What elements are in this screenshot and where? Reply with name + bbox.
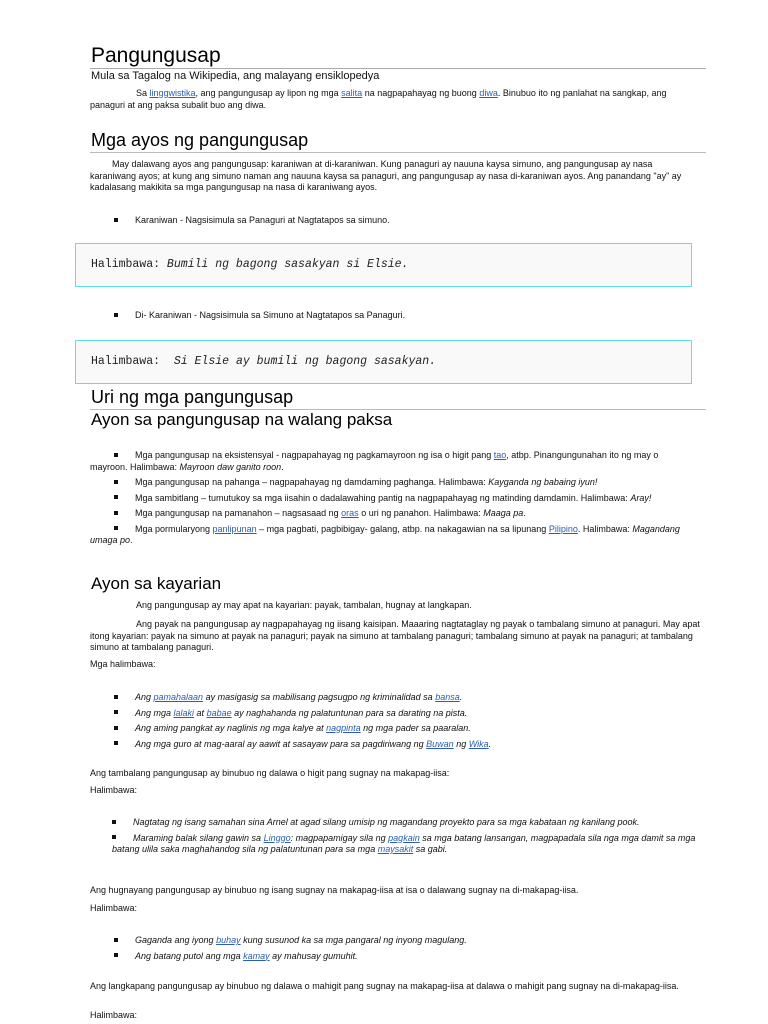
bullet-icon [112, 820, 116, 824]
ayos-paragraph: May dalawang ayos ang pangungusap: karaniwan at di-karaniwan. Kung panaguri ay nauuna kaysa simuno, ang pangungusap ay nasa karaniwang ayos; at kung ang simuno naman ang nauuna kaysa sa panaguri, ang pangungusap ay nasa di-karaniwan ayos. Ang panandang "ay" ay kadalasang makikita sa mga pangungusap na nasa di karaniwang ayos. [90, 159, 682, 192]
list-item-karaniwan: Karaniwan - Nagsisimula sa Panaguri at Nagtatapos sa simuno. [114, 215, 714, 227]
link-pagkain[interactable]: pagkain [388, 832, 420, 843]
mga-halimbawa-label: Mga halimbawa: [90, 659, 156, 669]
page-title: Pangungusap [91, 44, 221, 67]
list-item: Mga pangungusap na eksistensyal - nagpapahayag ng pagkamayroon ng isa o higit pang tao, atbp. Pinangungunahan ito ng may o mayroon. Halimbawa: Mayroon daw ganito roon. [90, 450, 659, 472]
link-lalaki[interactable]: lalaki [173, 707, 195, 718]
link-linggo[interactable]: Linggo [263, 832, 291, 843]
bullet-icon [114, 741, 118, 745]
walang-paksa-list [90, 450, 702, 551]
halimbawa-label: Halimbawa: [90, 903, 138, 913]
bullet-icon [114, 495, 118, 499]
heading-uri: Uri ng mga pangungusap [91, 387, 294, 407]
heading-walang-paksa: Ayon sa pangungusap na walang paksa [91, 410, 393, 429]
example-code: Halimbawa: Si Elsie ay bumili ng bagong sasakyan. [91, 355, 437, 368]
list-item: Gaganda ang iyong buhay kung susunod ka sa mga pangaral ng inyong magulang. [114, 935, 714, 947]
link-maysakit[interactable]: maysakit [377, 844, 414, 854]
list-item: Mga pormularyong panlipunan – mga pagbati, pagbibigay- galang, atbp. na nakagawian na sa lipunang Pilipino. Halimbawa: Magandang umaga po. [90, 523, 680, 545]
heading-divider [90, 152, 706, 153]
bullet-icon [114, 218, 118, 222]
bullet-icon [114, 938, 118, 942]
link-kamay[interactable]: kamay [243, 950, 270, 961]
hugnayan-definition: Ang hugnayang pangungusap ay binubuo ng isang sugnay na makapag-iisa at isa o dalawang sugnay na di-makapag-iisa. [90, 885, 579, 895]
list-item-di-karaniwan: Di- Karaniwan - Nagsisimula sa Simuno at Nagtatapos sa Panaguri. [114, 310, 714, 322]
list-item: Mga pangungusap na pahanga – nagpapahayag ng damdaming paghanga. Halimbawa: Kayganda ng babaing iyun! [90, 477, 690, 489]
list-item: Ang aming pangkat ay naglinis ng mga kalye at nagpinta ng mga pader sa paaralan. [114, 723, 714, 735]
bullet-icon [114, 313, 118, 317]
kayarian-p2: Ang payak na pangungusap ay nagpapahayag ng iisang kaisipan. Maaaring nagtataglay ng payak o tambalang simuno at panaguri. May apat itong kayarian: payak na simuno at payak na panaguri; payak na simuno at tambalang panaguri; tambalang simuno at payak na panaguri; at tambalang simuno at tambalang panaguri. [90, 619, 700, 652]
link-salita[interactable]: salita [341, 88, 363, 98]
link-wika[interactable]: Wika [468, 738, 489, 749]
list-item: Nagtatag ng isang samahan sina Arnel at agad silang umisip ng magandang proyekto para sa mga kabataan ng kanilang pook. [112, 817, 712, 829]
link-babae[interactable]: babae [206, 707, 232, 718]
heading-kayarian: Ayon sa kayarian [91, 574, 222, 593]
halimbawa-label: Halimbawa: [90, 785, 138, 795]
link-linggwistika[interactable]: linggwistika [149, 88, 196, 98]
list-item: Maraming balak silang gawin sa Linggo: magpapamigay sila ng pagkain sa mga batang lansangan, magpapadala sila nga mga damit sa mga batang ulila saka maghahandog sila ng palatuntunan para sa mga maysakit sa gabi. [112, 832, 696, 854]
link-bansa[interactable]: bansa [435, 692, 460, 702]
bullet-icon [114, 511, 118, 515]
bullet-icon [114, 953, 118, 957]
link-tao[interactable]: tao [493, 450, 507, 460]
bullet-icon [114, 710, 118, 714]
list-item: Mga pangungusap na pamanahon – nagsasaad ng oras o uri ng panahon. Halimbawa: Maaga pa. [90, 508, 690, 520]
tagline: Mula sa Tagalog na Wikipedia, ang malayang ensiklopedya [91, 70, 380, 82]
hugnayan-examples [114, 935, 704, 966]
link-pamahalaan[interactable]: pamahalaan [153, 692, 204, 702]
list-item: Mga sambitlang – tumutukoy sa mga iisahin o dadalawahing pantig na nagpapahayag ng matinding damdamin. Halimbawa: Aray! [90, 493, 690, 505]
link-nagpinta[interactable]: nagpinta [326, 723, 361, 733]
link-buhay[interactable]: buhay [216, 935, 241, 945]
langkapan-definition: Ang langkapang pangungusap ay binubuo ng dalawa o mahigit pang sugnay na makapag-iisa at dalawa o mahigit pang sugnay na di-makapag-iisa. [90, 981, 679, 991]
list-item: Ang mga lalaki at babae ay naghahanda ng palatuntunan para sa darating na pista. [114, 708, 714, 720]
bullet-icon [112, 835, 116, 839]
kayarian-p1: Ang pangungusap ay may apat na kayarian: payak, tambalan, hugnay at langkapan. [136, 600, 472, 610]
bullet-icon [114, 695, 118, 699]
list-item: Ang mga guro at mag-aaral ay aawit at sasayaw para sa pagdiriwang ng Buwan ng Wika. [114, 739, 714, 751]
heading-mga-ayos: Mga ayos ng pangungusap [91, 130, 309, 150]
intro-paragraph: Sa linggwistika, ang pangungusap ay lipon ng mga salita na nagpapahayag ng buong diwa. Binubuo ito ng panlahat na sangkap, ang panaguri at ang paksa subalit buo ang diwa. [90, 88, 667, 110]
bullet-icon [114, 726, 118, 730]
link-panlipunan[interactable]: panlipunan [212, 523, 257, 534]
bullet-icon [114, 480, 118, 484]
title-divider [90, 68, 706, 69]
example-box-karaniwan [75, 243, 692, 287]
payak-examples [114, 692, 704, 754]
list-item: Ang batang putol ang mga kamay ay mahusay gumuhit. [114, 951, 714, 963]
bullet-icon [114, 526, 118, 530]
bullet-icon [114, 453, 118, 457]
list-item: Ang pamahalaan ay masigasig sa mabilisang pagsugpo ng kriminalidad sa bansa. [114, 692, 714, 704]
link-buwan[interactable]: Buwan [426, 738, 454, 749]
example-box-di-karaniwan [75, 340, 692, 384]
example-code: Halimbawa: Bumili ng bagong sasakyan si Elsie. [91, 258, 409, 271]
tambalan-definition: Ang tambalang pangungusap ay binubuo ng dalawa o higit pang sugnay na makapag-iisa: [90, 768, 450, 778]
tambalan-examples [112, 817, 704, 860]
halimbawa-label: Halimbawa: [90, 1010, 138, 1020]
link-oras[interactable]: oras [341, 508, 359, 518]
link-diwa[interactable]: diwa [479, 88, 498, 98]
link-pilipino[interactable]: Pilipino [548, 523, 578, 534]
